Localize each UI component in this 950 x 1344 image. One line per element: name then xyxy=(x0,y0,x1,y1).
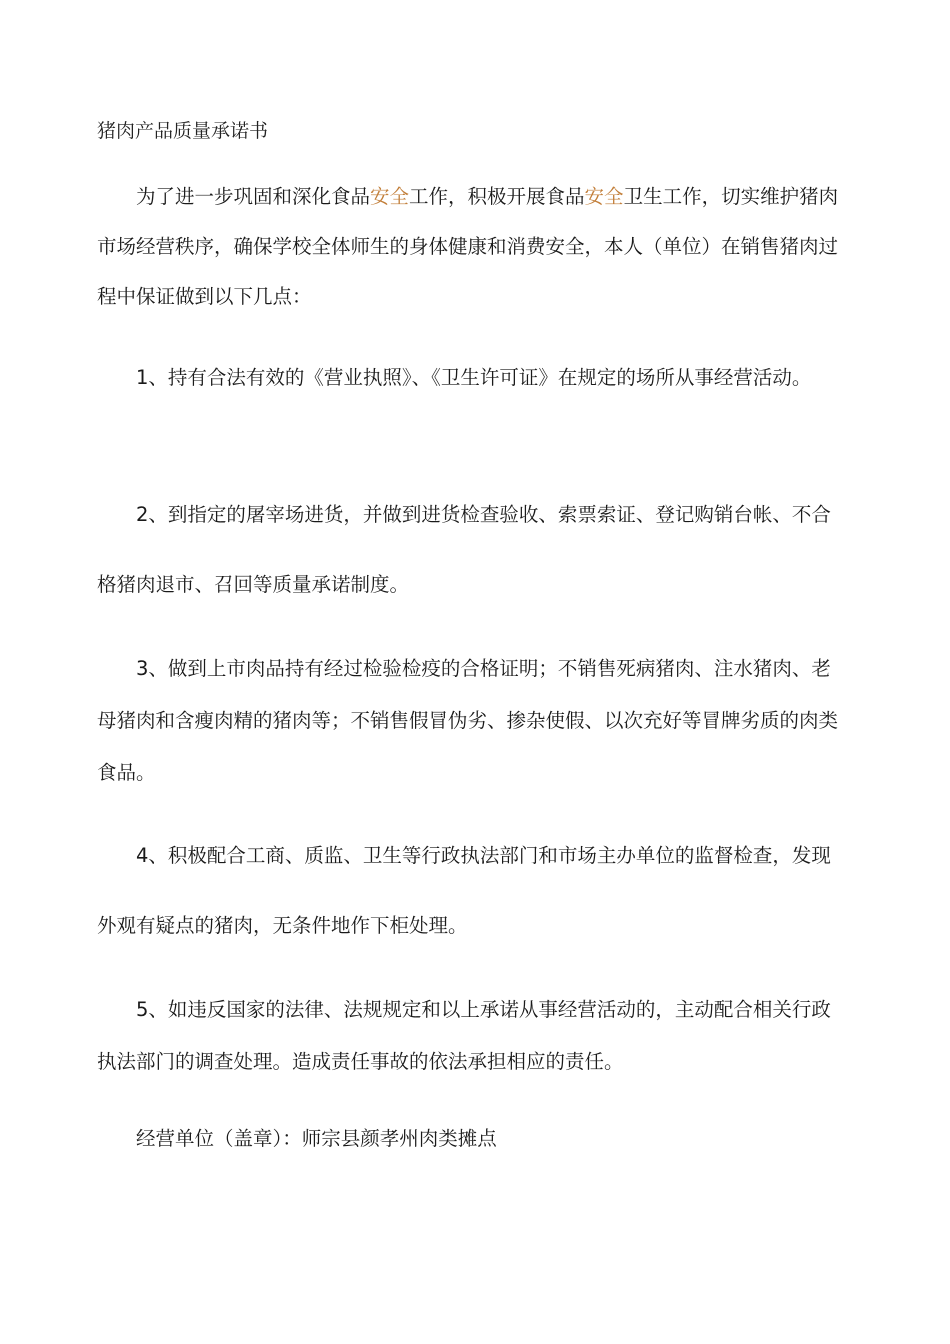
commitment-item-5: 5、如违反国家的法律、法规规定和以上承诺从事经营活动的，主动配合相关行政执法部门的调查处理。造成责任事故的依法承担相应的责任。 xyxy=(97,998,831,1073)
commitment-item-4: 4、积极配合工商、质监、卫生等行政执法部门和市场主办单位的监督检查，发现外观有疑点的猪肉，无条件地作下柜处理。 xyxy=(97,844,831,937)
intro-paragraph xyxy=(97,172,847,322)
commitment-item-1: 1、持有合法有效的《营业执照》、《卫生许可证》在规定的场所从事经营活动。 xyxy=(136,366,812,389)
intro-text-3: 卫生工作，切实维护猪肉市场经营秩序，确保学校全体师生的身体健康和消费安全，本人（单位）在销售猪肉过程中保证做到以下几点： xyxy=(97,185,839,308)
commitment-item-3: 3、做到上市肉品持有经过检验检疫的合格证明；不销售死病猪肉、注水猪肉、老母猪肉和含瘦肉精的猪肉等；不销售假冒伪劣、掺杂使假、以次充好等冒牌劣质的肉类食品。 xyxy=(97,657,839,784)
intro-text-2: 工作，积极开展食品 xyxy=(409,185,585,208)
document-title: 猪肉产品质量承诺书 xyxy=(97,120,269,142)
signature-line: 经营单位（盖章）：师宗县颜孝州肉类摊点 xyxy=(136,1127,497,1150)
intro-highlight-1: 安全 xyxy=(370,185,410,208)
commitment-item-2: 2、到指定的屠宰场进货，并做到进货检查验收、索票索证、登记购销台帐、不合格猪肉退市、召回等质量承诺制度。 xyxy=(97,503,831,596)
intro-text-1: 为了进一步巩固和深化食品 xyxy=(136,185,371,208)
intro-highlight-2: 安全 xyxy=(584,185,624,208)
